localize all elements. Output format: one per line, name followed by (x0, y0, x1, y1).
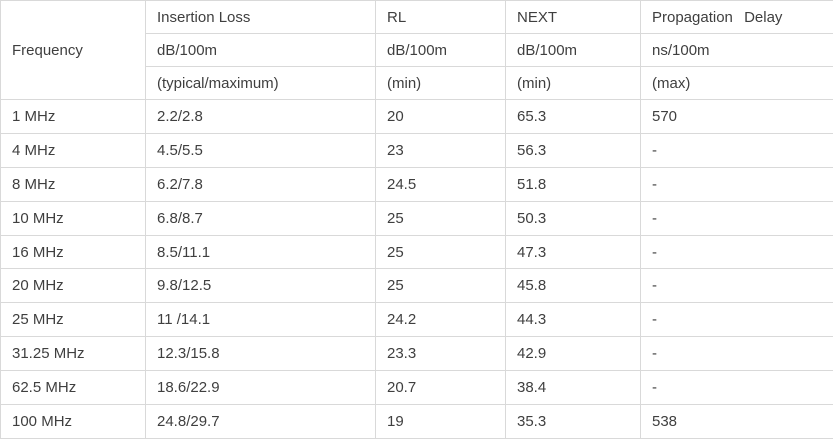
next-cell: 47.3 (506, 235, 641, 269)
propagation-delay-cell: - (641, 201, 833, 235)
frequency-cell: 20 MHz (1, 269, 146, 303)
rl-cell: 23.3 (376, 337, 506, 371)
frequency-cell: 1 MHz (1, 100, 146, 134)
frequency-cell: 62.5 MHz (1, 371, 146, 405)
insertion-loss-cell: 18.6/22.9 (146, 371, 376, 405)
table-row (1, 167, 833, 201)
frequency-cell: 16 MHz (1, 235, 146, 269)
next-unit: dB/100m (506, 34, 641, 67)
rl-cell: 20.7 (376, 371, 506, 405)
insertion-loss-cell: 11 /14.1 (146, 303, 376, 337)
next-cell: 51.8 (506, 167, 641, 201)
next-cell: 42.9 (506, 337, 641, 371)
table-row (1, 235, 833, 269)
next-cell: 45.8 (506, 269, 641, 303)
next-cell: 56.3 (506, 133, 641, 167)
insertion-loss-cell: 6.8/8.7 (146, 201, 376, 235)
header-row-title (1, 1, 833, 34)
rl-limit: (min) (376, 67, 506, 100)
next-column-header: NEXT (506, 1, 641, 34)
next-cell: 65.3 (506, 100, 641, 134)
next-cell: 38.4 (506, 371, 641, 405)
frequency-column-header: Frequency (1, 1, 146, 100)
propagation-delay-unit: ns/100m (641, 34, 833, 67)
propagation-delay-cell: - (641, 337, 833, 371)
insertion-loss-cell: 6.2/7.8 (146, 167, 376, 201)
table-row (1, 371, 833, 405)
insertion-loss-cell: 8.5/11.1 (146, 235, 376, 269)
rl-cell: 23 (376, 133, 506, 167)
frequency-cell: 10 MHz (1, 201, 146, 235)
rl-unit: dB/100m (376, 34, 506, 67)
insertion-loss-column-header: Insertion Loss (146, 1, 376, 34)
rl-cell: 24.2 (376, 303, 506, 337)
rl-column-header: RL (376, 1, 506, 34)
table-header (1, 1, 833, 100)
rl-cell: 25 (376, 201, 506, 235)
propagation-delay-cell: 538 (641, 405, 833, 439)
insertion-loss-cell: 2.2/2.8 (146, 100, 376, 134)
insertion-loss-cell: 12.3/15.8 (146, 337, 376, 371)
frequency-cell: 4 MHz (1, 133, 146, 167)
table-row (1, 303, 833, 337)
frequency-cell: 25 MHz (1, 303, 146, 337)
insertion-loss-unit: dB/100m (146, 34, 376, 67)
propagation-delay-cell: - (641, 303, 833, 337)
propagation-delay-cell: 570 (641, 100, 833, 134)
table-row (1, 133, 833, 167)
table-row (1, 201, 833, 235)
frequency-cell: 8 MHz (1, 167, 146, 201)
frequency-cell: 100 MHz (1, 405, 146, 439)
table-body (1, 100, 833, 439)
next-cell: 50.3 (506, 201, 641, 235)
insertion-loss-cell: 9.8/12.5 (146, 269, 376, 303)
rl-cell: 24.5 (376, 167, 506, 201)
insertion-loss-limit: (typical/maximum) (146, 67, 376, 100)
insertion-loss-cell: 4.5/5.5 (146, 133, 376, 167)
next-cell: 35.3 (506, 405, 641, 439)
table-row (1, 405, 833, 439)
propagation-delay-cell: - (641, 133, 833, 167)
propagation-delay-column-header: Propagation Delay (641, 1, 833, 34)
propagation-delay-cell: - (641, 269, 833, 303)
table-row (1, 337, 833, 371)
propagation-delay-cell: - (641, 235, 833, 269)
propagation-delay-cell: - (641, 371, 833, 405)
table-row (1, 100, 833, 134)
rl-cell: 25 (376, 235, 506, 269)
table-row (1, 269, 833, 303)
insertion-loss-cell: 24.8/29.7 (146, 405, 376, 439)
next-cell: 44.3 (506, 303, 641, 337)
propagation-delay-limit: (max) (641, 67, 833, 100)
propagation-delay-cell: - (641, 167, 833, 201)
rl-cell: 19 (376, 405, 506, 439)
next-limit: (min) (506, 67, 641, 100)
frequency-cell: 31.25 MHz (1, 337, 146, 371)
rl-cell: 20 (376, 100, 506, 134)
rl-cell: 25 (376, 269, 506, 303)
